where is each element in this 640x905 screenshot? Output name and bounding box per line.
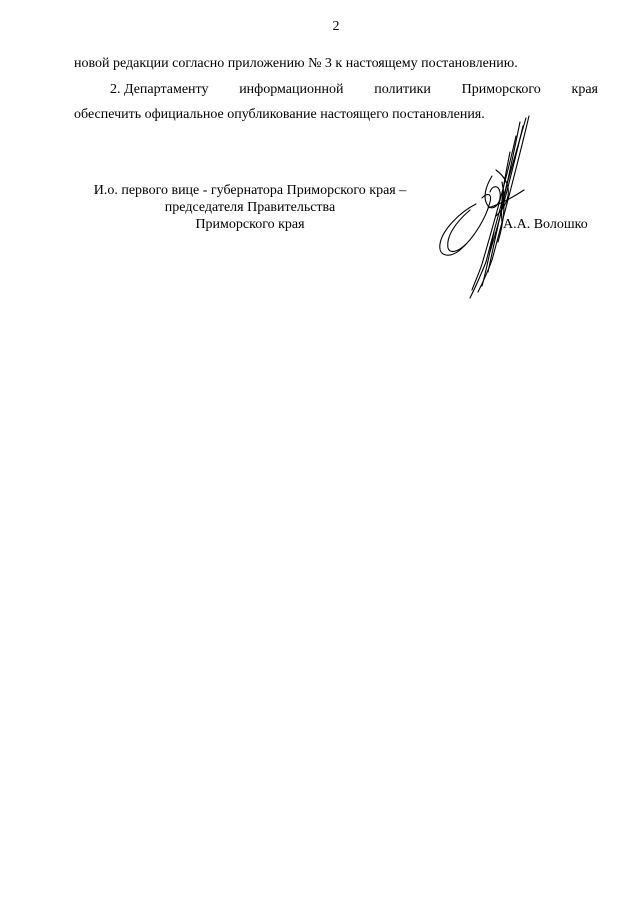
- signer-name: А.А. Волошко: [503, 217, 588, 232]
- signer-title-line: Приморского края: [195, 217, 305, 232]
- body-word: Приморского: [461, 82, 541, 97]
- page-number: 2: [332, 19, 340, 34]
- body-text-line: обеспечить официальное опубликование настоящего постановления.: [74, 107, 485, 122]
- signer-title-line: И.о. первого вице - губернатора Приморского края –: [93, 183, 407, 198]
- body-word: 2. Департаменту: [110, 82, 209, 97]
- body-text-line: новой редакции согласно приложению № 3 к настоящему постановлению.: [74, 56, 518, 71]
- handwritten-signature: [430, 112, 550, 300]
- signer-title-line: председателя Правительства: [164, 200, 336, 215]
- body-word: политики: [374, 82, 431, 97]
- body-paragraph-2-first-line: [74, 82, 598, 98]
- body-word: информационной: [239, 82, 344, 97]
- signer-title: [60, 182, 440, 233]
- body-word: края: [571, 82, 598, 97]
